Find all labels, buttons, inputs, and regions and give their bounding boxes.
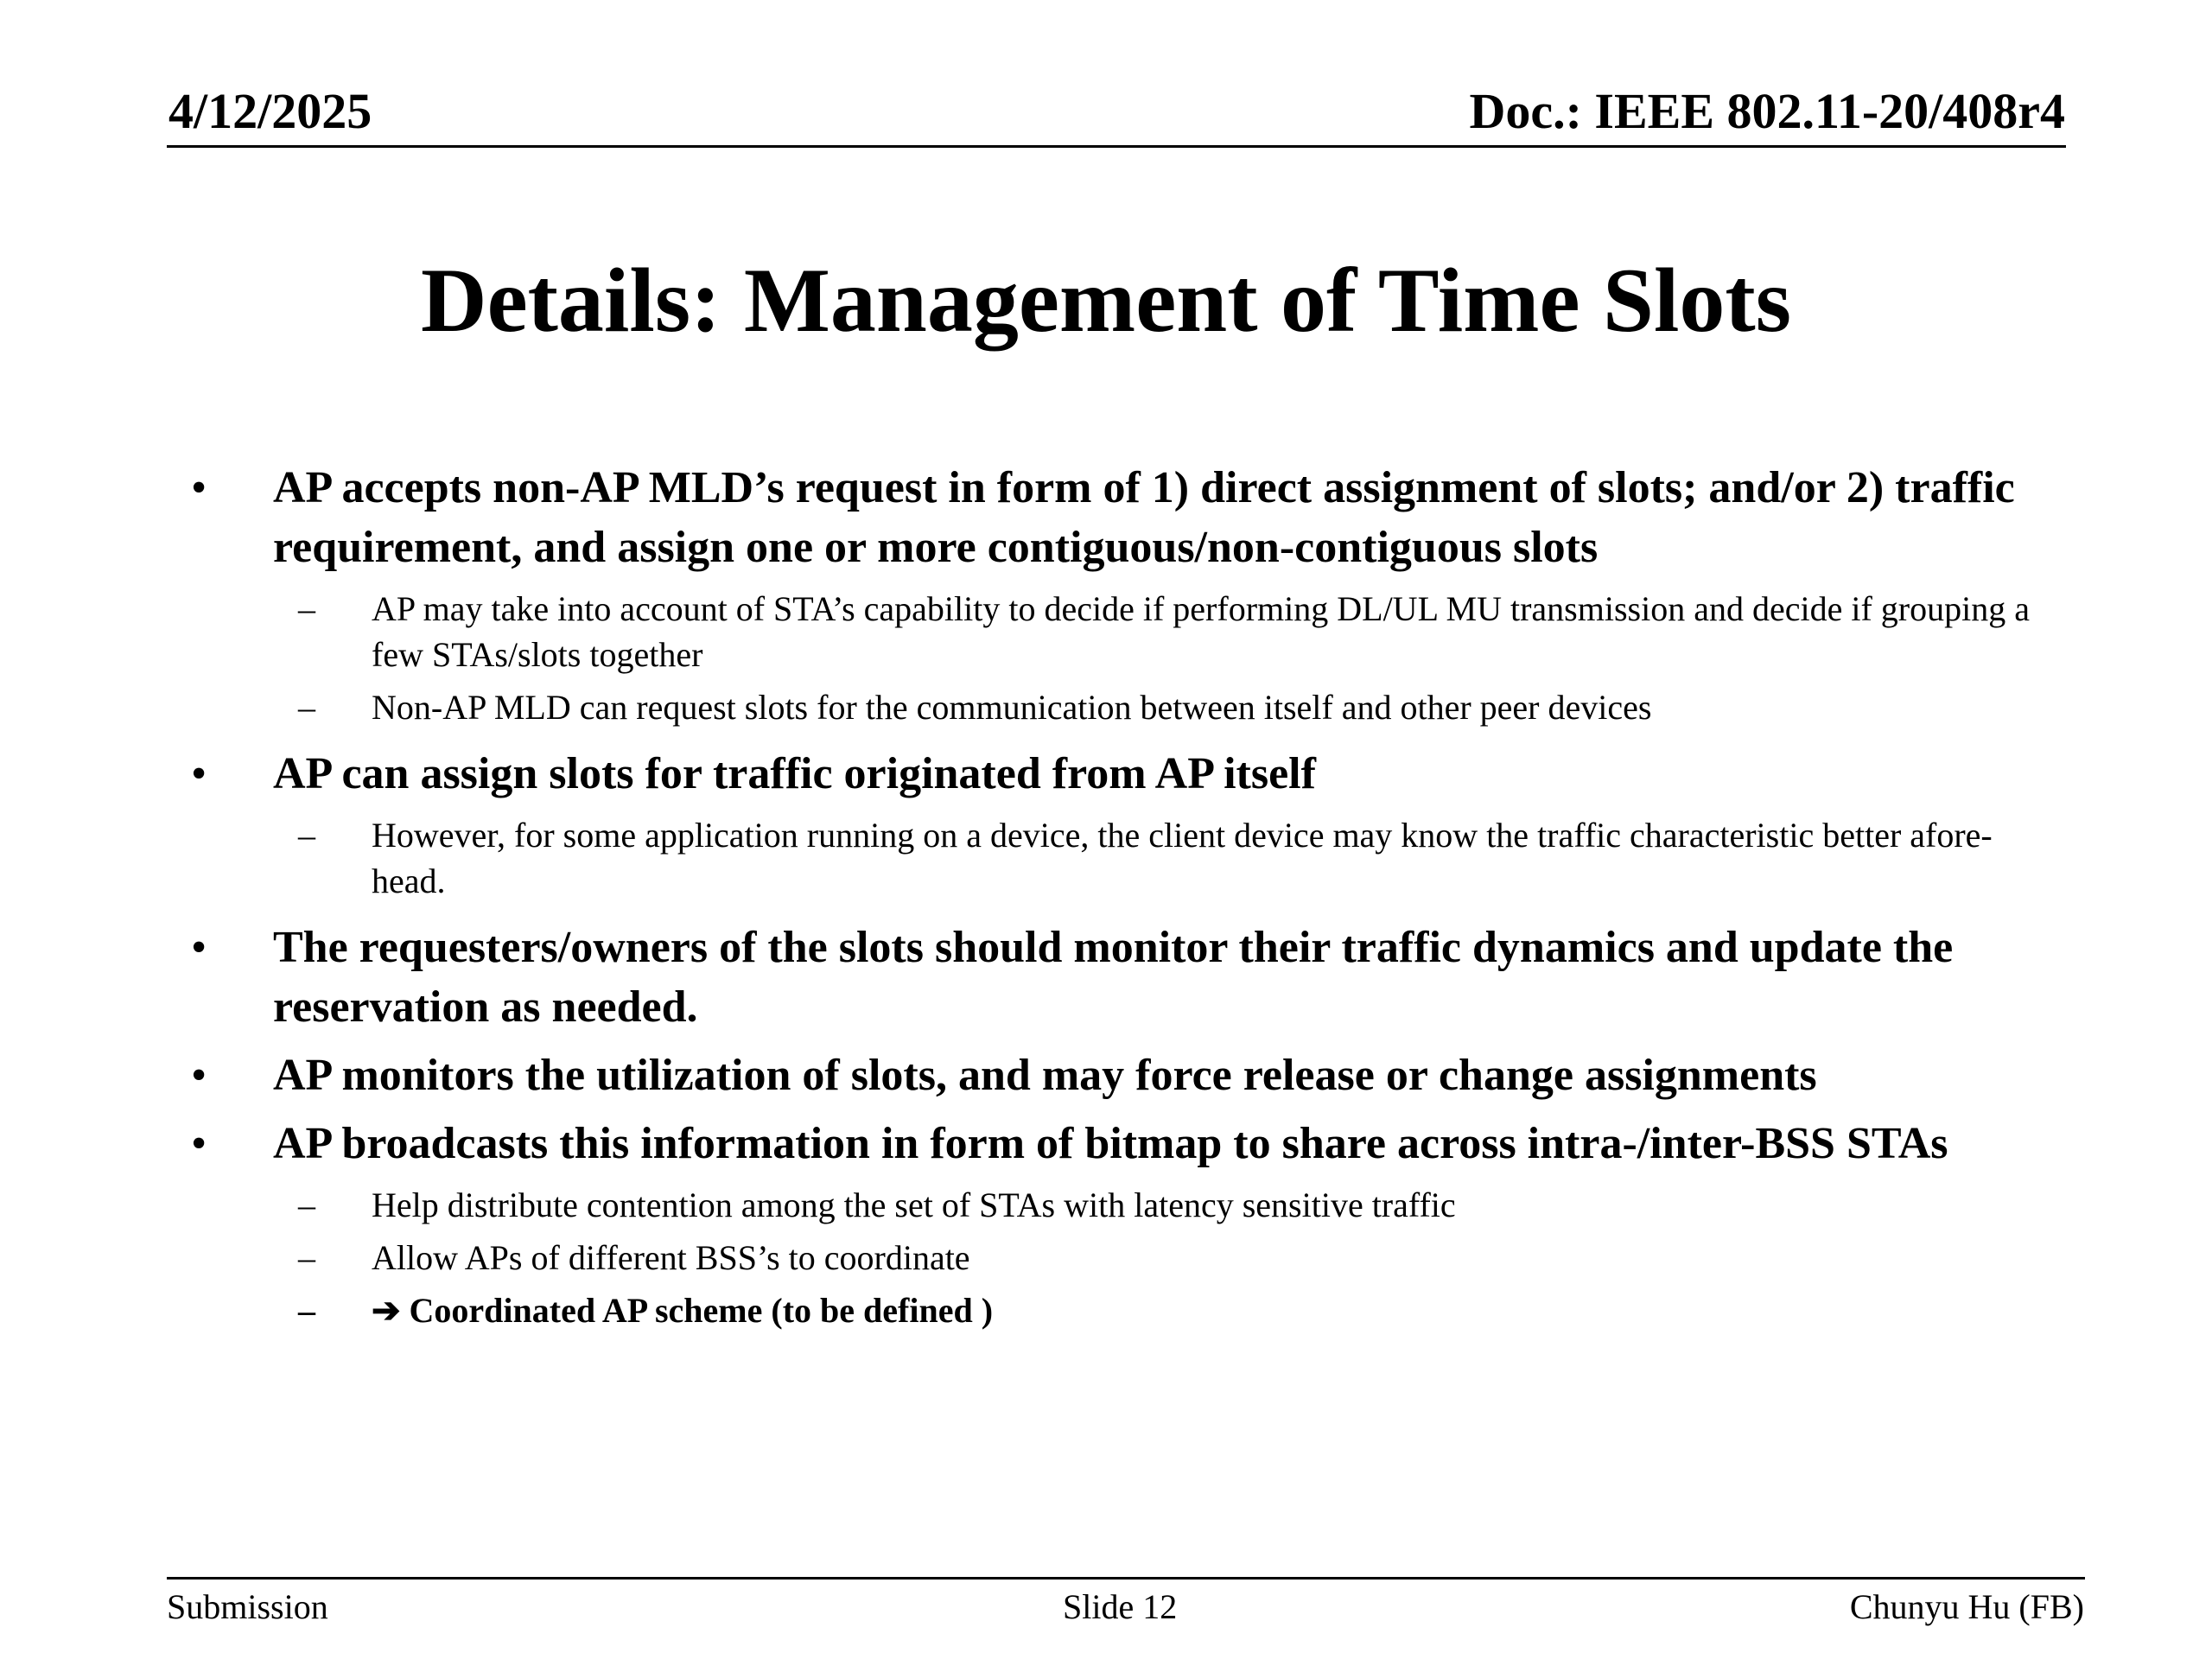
sub-bullet-text: Help distribute contention among the set of STAs with latency sensitive traffic [372, 1185, 1456, 1224]
sub-bullet-text: ➔ Coordinated AP scheme (to be defined ) [372, 1291, 994, 1330]
sub-bullet-item [181, 586, 2056, 677]
bullet-text: AP can assign slots for traffic originated from AP itself [273, 749, 1316, 798]
footer-author: Chunyu Hu (FB) [1849, 1587, 2084, 1626]
sub-bullet-text: Allow APs of different BSS’s to coordinate [372, 1238, 970, 1277]
bullet-item [181, 1114, 2056, 1173]
footer-slide-number: Slide 12 [1063, 1587, 1178, 1626]
dash-icon: – [298, 1185, 315, 1224]
bullet-icon: • [191, 749, 207, 798]
header-divider [167, 145, 2066, 148]
bullet-icon: • [191, 1051, 207, 1100]
footer-divider [167, 1577, 2085, 1580]
bullet-icon: • [191, 463, 207, 512]
bullet-item [181, 1046, 2056, 1105]
sub-bullet-item [181, 1235, 2056, 1281]
dash-icon: – [298, 1291, 315, 1330]
sub-bullet-text: However, for some application running on a device, the client device may know the traffic characteristic better afore-head. [372, 816, 1993, 900]
dash-icon: – [298, 1238, 315, 1277]
sub-bullet-text: Non-AP MLD can request slots for the communication between itself and other peer devices [372, 688, 1652, 727]
sub-bullet-text: AP may take into account of STA’s capability to decide if performing DL/UL MU transmission and decide if grouping a few STAs/slots together [372, 589, 2030, 674]
bullet-text: AP accepts non-AP MLD’s request in form of 1) direct assignment of slots; and/or 2) traffic requirement, and assign one or more contiguous/non-contiguous slots [273, 463, 2015, 572]
sub-bullet-item [181, 1182, 2056, 1228]
slide-title: Details: Management of Time Slots [421, 250, 1791, 351]
header-date: 4/12/2025 [168, 83, 372, 139]
bullet-text: AP monitors the utilization of slots, and may force release or change assignments [273, 1051, 1817, 1100]
bullet-item [181, 918, 2056, 1037]
footer-submission: Submission [167, 1587, 328, 1626]
dash-icon: – [298, 816, 315, 855]
sub-bullet-item [181, 1287, 2056, 1333]
bullet-item [181, 744, 2056, 804]
slide-body [181, 458, 2056, 1340]
bullet-text: The requesters/owners of the slots should monitor their traffic dynamics and update the reservation as needed. [273, 923, 1954, 1032]
dash-icon: – [298, 688, 315, 727]
bullet-item [181, 458, 2056, 577]
sub-bullet-item [181, 684, 2056, 730]
bullet-icon: • [191, 1119, 207, 1168]
header-doc-id: Doc.: IEEE 802.11-20/408r4 [1469, 83, 2065, 139]
bullet-text: AP broadcasts this information in form of bitmap to share across intra-/inter-BSS STAs [273, 1119, 1948, 1168]
dash-icon: – [298, 589, 315, 628]
bullet-icon: • [191, 923, 207, 972]
sub-bullet-item [181, 812, 2056, 904]
